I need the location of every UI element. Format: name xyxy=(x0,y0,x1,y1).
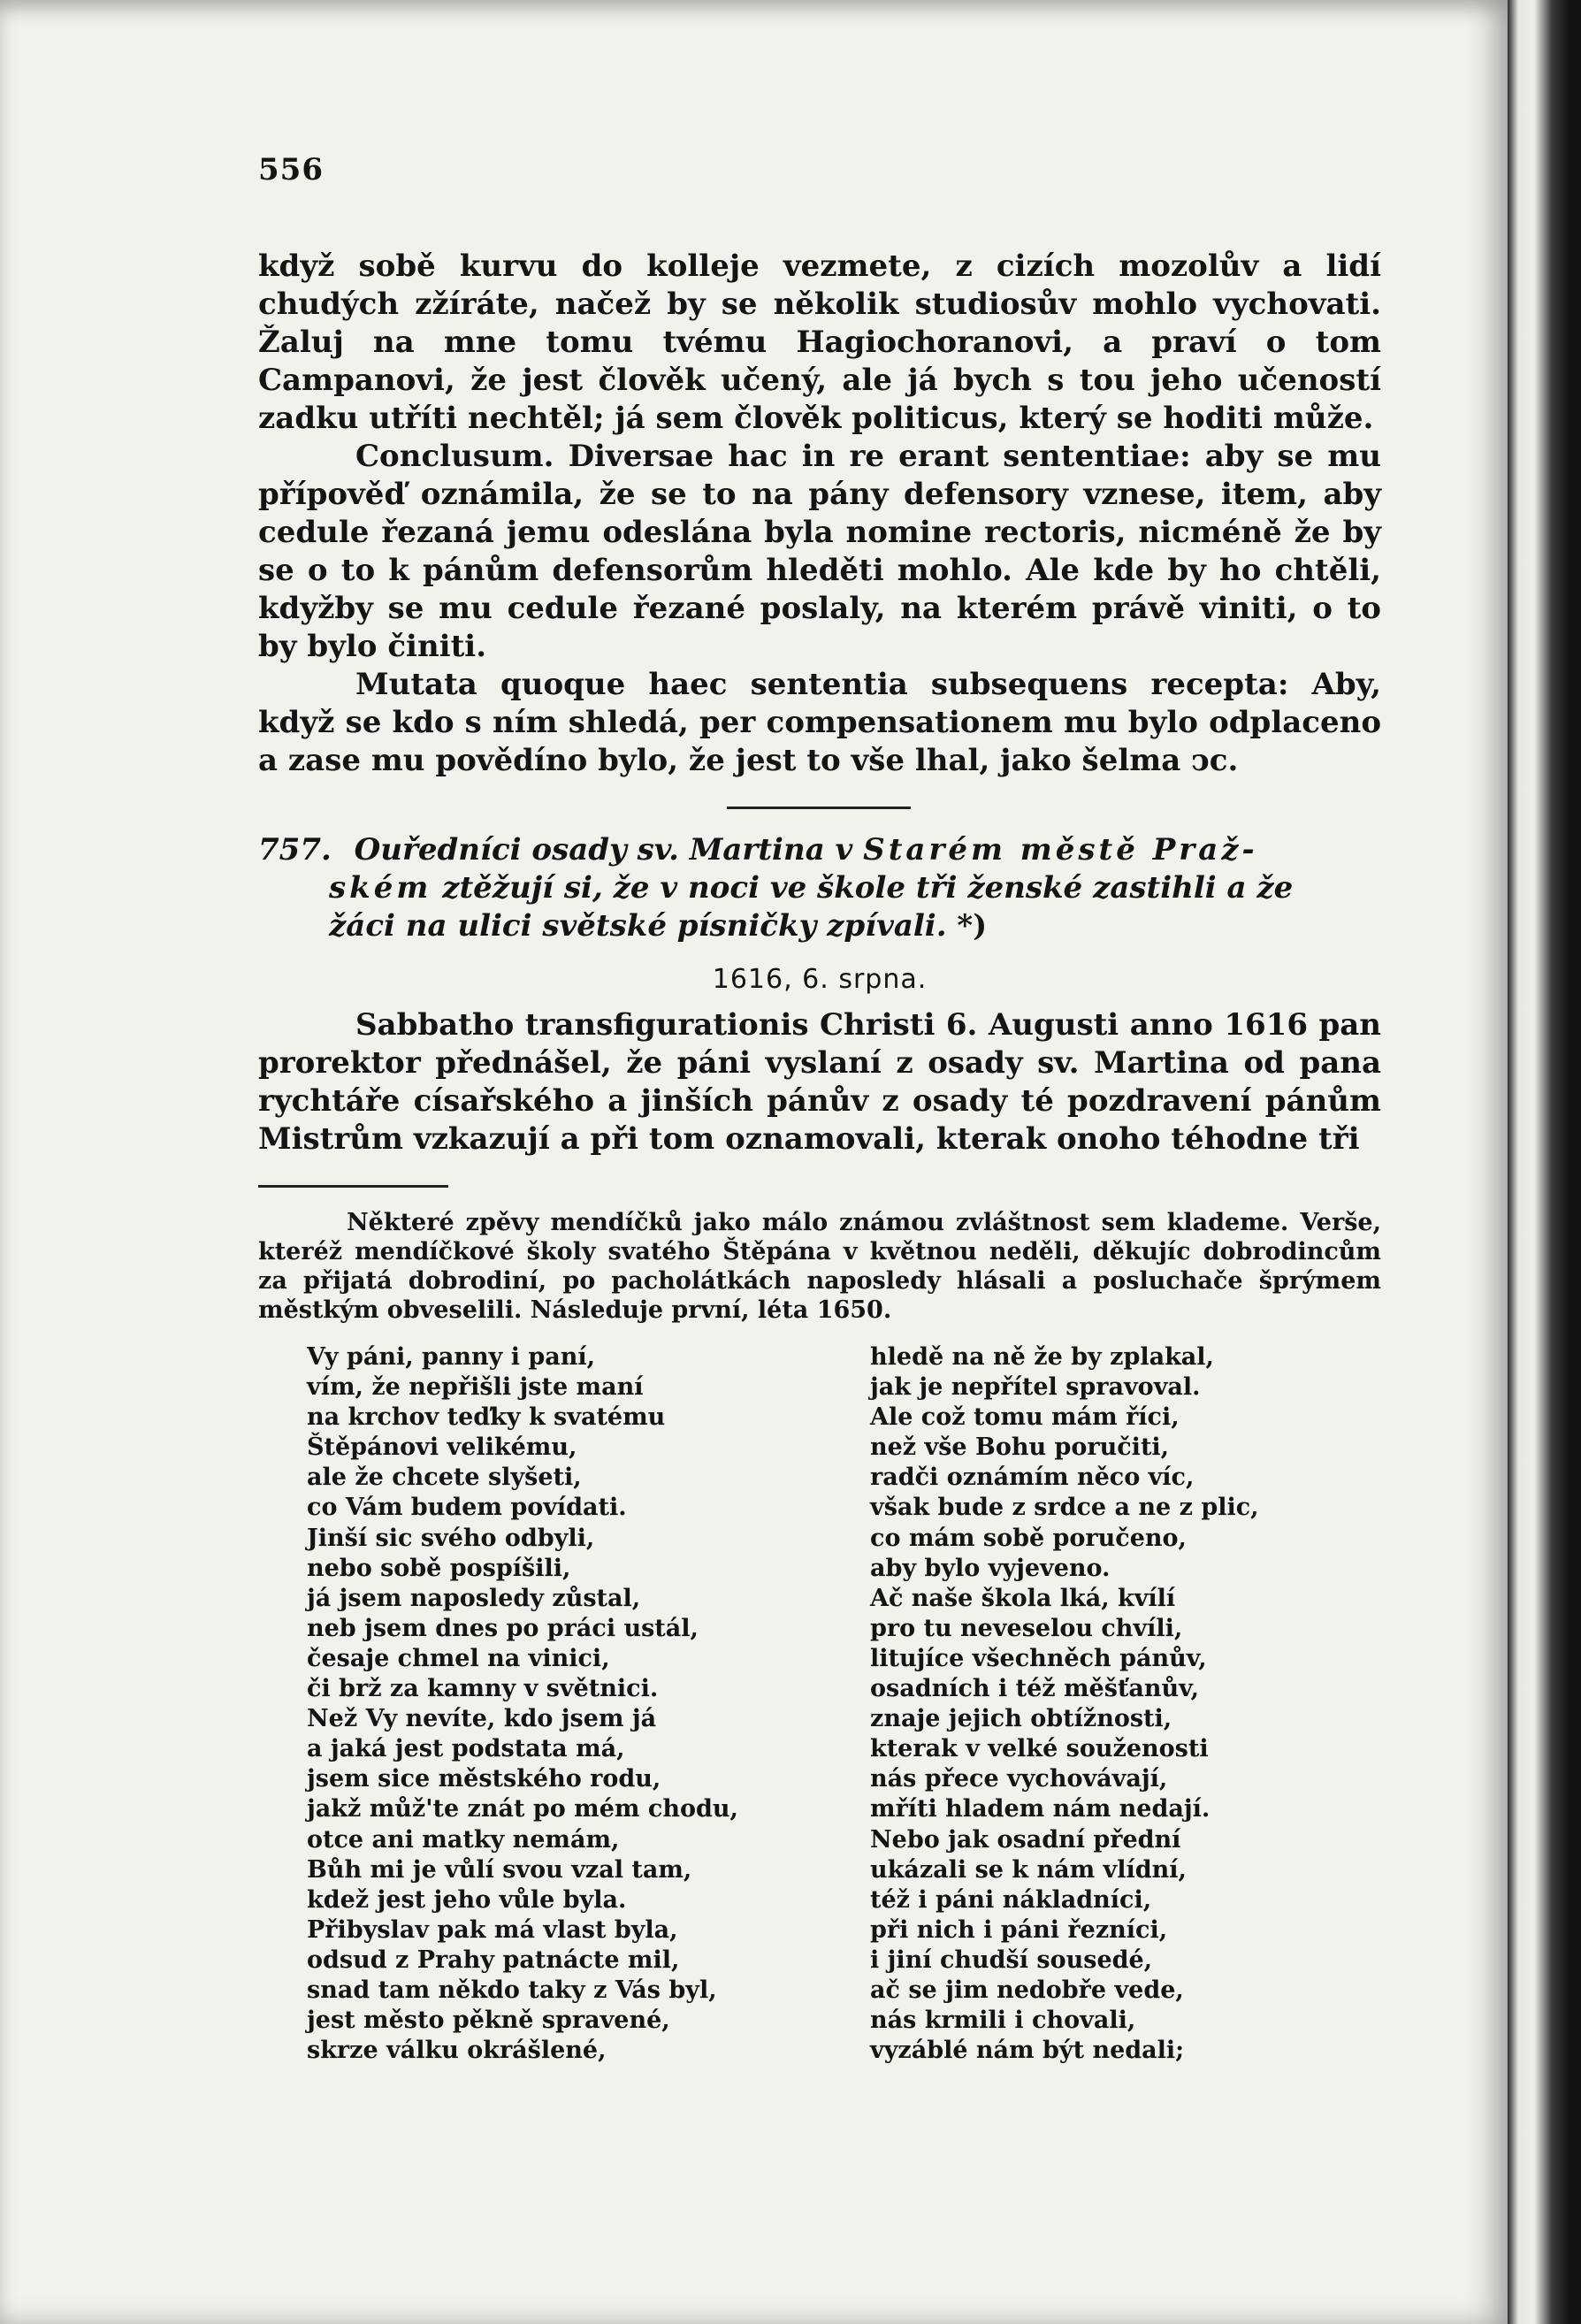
footnote-mark: *) xyxy=(946,908,988,944)
heading-line2-rest: ztěžují si, že v noci ve škole tři ženské zastihli a že xyxy=(442,870,1294,906)
poem-line: ale že chcete slyšeti, xyxy=(307,1464,582,1492)
poem-line: odsud z Prahy patnácte mil, xyxy=(307,1946,680,1974)
poem-line: však bude z srdce a ne z plic, xyxy=(870,1494,1259,1522)
poem-line: kterak v velké souženosti xyxy=(870,1735,1209,1763)
footnote-text: Některé zpěvy mendíčků jako málo známou zvláštnost sem klademe. Verše, kteréž mendíčkové školy svatého Štěpána v květnou neděli, děkujíc dobrodincům za přijatá dobrodiní, po pacholátkách naposledy hlásali a posluchače šprýmem městkým obveselili. Následuje první, léta 1650. xyxy=(258,1209,1381,1324)
top-paragraph: když sobě kurvu do kolleje vezmete, z cizích mozolův a lidí chudých zžíráte, načež by se několik studiosův mohlo vychovati. Žaluj na mne tomu tvému Hagiochoranovi, a praví o tom Campanovi, že jest člověk učený, ale já bych s tou jeho učeností zadku utříti nechtěl; já sem člověk politicus, který se hoditi může. xyxy=(258,248,1381,436)
poem-line: skrze válku okrášlené, xyxy=(307,2037,607,2065)
footnote-rule xyxy=(258,1185,448,1188)
body-text-block xyxy=(258,1006,1381,1158)
poem-line: Vy páni, panny i paní, xyxy=(307,1343,596,1371)
body-paragraph: Sabbatho transfigurationis Christi 6. Augusti anno 1616 pan prorektor přednášel, že páni vyslaní z osady sv. Martina od pana rychtáře císařského a jinších pánův z osady té pozdravení pánům Mistrům vzkazují a při tom oznamovali, kterak onoho téhodne tři xyxy=(258,1007,1381,1157)
poem-line: Nebo jak osadní přední xyxy=(870,1825,1181,1854)
poem-line: hledě na ně že by zplakal, xyxy=(870,1343,1214,1371)
poem-line: či brž za kamny v světnici. xyxy=(307,1675,659,1703)
conclusum-paragraph: Conclusum. Diversae hac in re erant sententiae: aby se mu přípověď oznámila, že se to na pány defensory vznese, item, aby cedule řezaná jemu odeslána byla nomine rectoris, nicméně že by se o to k pánům defensorům hleděti mohlo. Ale kde by ho chtěli, kdyžby se mu cedule řezané poslaly, na kterém právě viniti, o to by bylo činiti. xyxy=(258,439,1381,664)
heading-line3: žáci na ulici světské písničky zpívali. xyxy=(329,908,947,944)
page-number: 556 xyxy=(258,152,324,187)
poem-right-column xyxy=(870,1342,1259,2066)
heading-line1-a: Ouředníci osady sv. Martina v xyxy=(354,832,853,868)
poem-line: neb jsem dnes po práci ustál, xyxy=(307,1614,699,1642)
poem-line: Jinší sic svého odbyli, xyxy=(307,1524,595,1552)
poem-line: vím, že nepřišli jste maní xyxy=(307,1373,644,1402)
poem-line: Ač naše škola lká, kvílí xyxy=(870,1584,1176,1612)
poem-line: jakž můž'te znát po mém chodu, xyxy=(307,1795,738,1823)
poem-line: mříti hladem nám nedají. xyxy=(870,1795,1211,1823)
poem-line: než vše Bohu poručiti, xyxy=(870,1433,1170,1462)
mutata-paragraph: Mutata quoque haec sententia subsequens recepta: Aby, když se kdo s ním shledá, per compensationem mu bylo odplaceno a zase mu povědíno bylo, že jest to vše lhal, jako šelma ↄc. xyxy=(258,667,1381,778)
poem-line: a jaká jest podstata má, xyxy=(307,1735,625,1763)
poem-line: jak je nepřítel spravoval. xyxy=(870,1373,1201,1402)
poem-line: co mám sobě poručeno, xyxy=(870,1524,1187,1552)
poem-line: ač se jim nedobře vede, xyxy=(870,1976,1184,2004)
poem-line: Ale což tomu mám říci, xyxy=(870,1403,1180,1432)
poem-line: i jiní chudší sousedé, xyxy=(870,1946,1153,1974)
poem-line: Bůh mi je vůlí svou vzal tam, xyxy=(307,1855,692,1884)
poem-line: litujíce všechněch pánův, xyxy=(870,1644,1207,1672)
poem-line: při nich i páni řezníci, xyxy=(870,1915,1168,1944)
heading-line1-spaced: Starém městě Praž- xyxy=(863,832,1258,868)
poem-line: jest město pěkně spravené, xyxy=(307,2007,670,2035)
entry-date: 1616, 6. srpna. xyxy=(712,964,928,995)
entry-heading xyxy=(258,831,1381,945)
poem-line: vyzáblé nám být nedali; xyxy=(870,2037,1185,2065)
poem-line: osadních i též měšťanův, xyxy=(870,1675,1200,1703)
poem-line: nás přece vychovávají, xyxy=(870,1765,1168,1793)
poem-line: Než Vy nevíte, kdo jsem já xyxy=(307,1705,657,1733)
footnote xyxy=(258,1208,1381,1325)
entry-number: 757. xyxy=(258,832,332,868)
poem-line: radči oznámím něco víc, xyxy=(870,1464,1195,1492)
poem-line: též i páni nákladníci, xyxy=(870,1885,1152,1914)
poem-line: nás krmili i chovali, xyxy=(870,2007,1136,2035)
poem-line: Štěpánovi velikému, xyxy=(307,1433,577,1462)
poem-line: já jsem naposledy zůstal, xyxy=(307,1584,641,1612)
top-text-block xyxy=(258,248,1381,780)
poem-line: na krchov teďky k svatému xyxy=(307,1403,666,1432)
poem-line: Přibyslav pak má vlast byla, xyxy=(307,1915,678,1944)
poem-line: nebo sobě pospíšili, xyxy=(307,1554,571,1582)
poem-line: aby bylo vyjeveno. xyxy=(870,1554,1111,1582)
poem-line: znaje jejich obtížnosti, xyxy=(870,1705,1172,1733)
poem-left-column xyxy=(307,1342,738,2066)
poem-line: ukázali se k nám vlídní, xyxy=(870,1855,1187,1884)
poem-line: česaje chmel na vinici, xyxy=(307,1644,610,1672)
poem-line: pro tu neveselou chvíli, xyxy=(870,1614,1183,1642)
poem-line: jsem sice městského rodu, xyxy=(307,1765,661,1793)
poem-line: snad tam někdo taky z Vás byl, xyxy=(307,1976,717,2004)
poem-line: co Vám budem povídati. xyxy=(307,1494,627,1522)
section-divider xyxy=(727,807,911,809)
page-edge-shadow xyxy=(1508,0,1581,2324)
heading-line2-spaced: ském xyxy=(329,870,432,906)
poem-line: kdež jest jeho vůle byla. xyxy=(307,1885,627,1914)
poem-line: otce ani matky nemám, xyxy=(307,1825,620,1854)
